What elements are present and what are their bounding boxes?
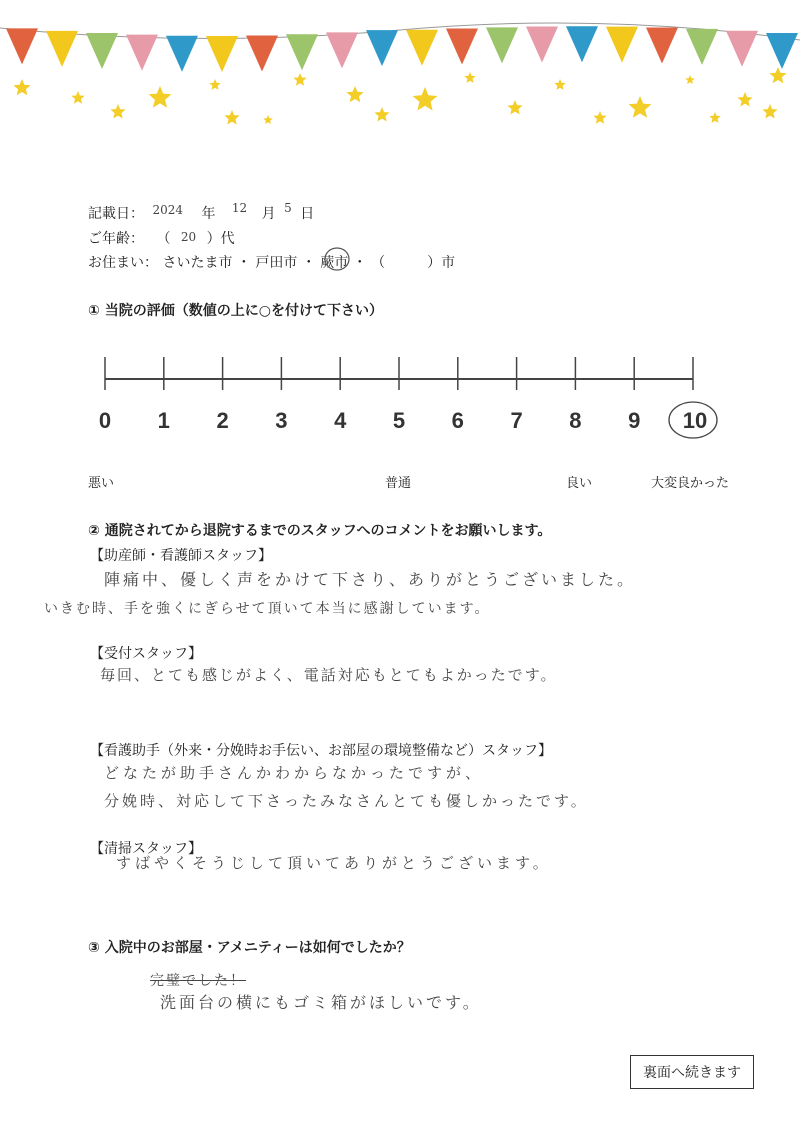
star-decoration bbox=[685, 75, 695, 84]
pennant-flag bbox=[486, 27, 518, 63]
scale-tick-label: 9 bbox=[628, 408, 641, 433]
star-decoration bbox=[374, 107, 389, 122]
date-month-value: 12 bbox=[231, 201, 248, 215]
age-row bbox=[88, 228, 235, 248]
cleaning-label: 【清掃スタッフ】 bbox=[90, 841, 202, 857]
pennant-flag bbox=[606, 27, 638, 63]
star-decoration bbox=[13, 79, 30, 95]
star-group bbox=[13, 67, 786, 125]
star-decoration bbox=[209, 79, 220, 90]
date-label: 記載日： bbox=[88, 206, 144, 222]
scale-tick-label: 8 bbox=[569, 408, 582, 433]
pennant-flag bbox=[566, 26, 598, 62]
pennant-flag bbox=[446, 28, 478, 64]
star-decoration bbox=[554, 79, 565, 90]
section3-heading: ③ 入院中のお部屋・アメニティーは如何でしたか？ bbox=[88, 940, 411, 956]
star-decoration bbox=[346, 86, 363, 102]
pennant-flag bbox=[526, 27, 558, 63]
star-decoration bbox=[593, 111, 606, 124]
pennant-flag bbox=[206, 36, 238, 72]
pennant-flag bbox=[766, 33, 798, 69]
scale-tick-label: 5 bbox=[392, 408, 406, 433]
residence-circle-mark bbox=[318, 244, 358, 274]
scale-label-good: 良い bbox=[566, 476, 593, 491]
star-decoration bbox=[464, 72, 475, 83]
assistant-label: 【看護助手（外来・分娩時お手伝い、お部屋の環境整備など）スタッフ】 bbox=[90, 743, 552, 759]
star-decoration bbox=[263, 115, 273, 124]
pennant-flag bbox=[646, 27, 678, 63]
age-close: ）代 bbox=[206, 231, 235, 247]
pennant-flag bbox=[246, 35, 278, 71]
pennant-flag bbox=[166, 36, 198, 72]
amenity-comment: 洗面台の横にもゴミ箱がほしいです。 bbox=[160, 993, 482, 1012]
midwife-comment-line1: 陣痛中、優しく声をかけて下さり、ありがとうございました。 bbox=[104, 570, 637, 589]
section2-heading: ② 通院されてから退院するまでのスタッフへのコメントをお願いします。 bbox=[88, 523, 552, 539]
star-decoration bbox=[110, 104, 125, 119]
section1-heading: ① 当院の評価（数値の上に○を付けて下さい） bbox=[88, 303, 383, 319]
midwife-label: 【助産師・看護師スタッフ】 bbox=[90, 548, 272, 564]
rating-scale bbox=[90, 350, 730, 450]
scale-tick-label: 7 bbox=[510, 408, 523, 433]
assistant-comment-line2: 分娩時、対応して下さったみなさんとても優しかったです。 bbox=[104, 792, 589, 810]
star-decoration bbox=[293, 73, 306, 86]
residence-label: お住まい： bbox=[88, 255, 158, 271]
star-decoration bbox=[769, 67, 786, 83]
scale-tick-label: 0 bbox=[98, 408, 112, 433]
scale-tick-label: 4 bbox=[334, 408, 347, 433]
star-decoration bbox=[629, 96, 652, 118]
scale-label-great: 大変良かった bbox=[651, 476, 730, 491]
scale-label-normal: 普通 bbox=[385, 476, 412, 491]
residence-options: さいたま市 ・ 戸田市 ・ 蕨市 ・ （ ）市 bbox=[162, 255, 456, 271]
date-month-unit: 月 bbox=[261, 206, 276, 222]
star-decoration bbox=[71, 91, 84, 104]
bunting-banner bbox=[0, 0, 800, 140]
pennant-flag bbox=[46, 31, 78, 67]
scale-tick-label: 1 bbox=[157, 408, 170, 433]
scale-tick-label: 2 bbox=[216, 408, 229, 433]
star-decoration bbox=[224, 110, 239, 125]
pennant-group bbox=[6, 26, 798, 72]
age-value: 20 bbox=[180, 230, 197, 244]
pennant-flag bbox=[726, 31, 758, 67]
pennant-flag bbox=[286, 34, 318, 70]
pennant-flag bbox=[6, 28, 38, 64]
age-label: ご年齢： bbox=[88, 231, 144, 247]
pennant-flag bbox=[126, 35, 158, 71]
star-decoration bbox=[709, 112, 720, 123]
date-day-unit: 日 bbox=[300, 206, 315, 222]
star-decoration bbox=[149, 86, 172, 108]
midwife-comment-line2: いきむ時、手を強くにぎらせて頂いて本当に感謝しています。 bbox=[44, 601, 491, 617]
scale-label-bad: 悪い bbox=[88, 476, 115, 491]
reception-comment: 毎回、とても感じがよく、電話対応もとてもよかったです。 bbox=[100, 666, 558, 684]
date-year-unit: 年 bbox=[201, 206, 216, 222]
continue-on-back-box: 裏面へ続きます bbox=[630, 1055, 754, 1089]
scale-tick-label: 3 bbox=[275, 408, 288, 433]
date-row bbox=[88, 203, 314, 223]
scale-tick-label: 6 bbox=[451, 408, 464, 433]
pennant-flag bbox=[86, 33, 118, 69]
pennant-flag bbox=[366, 30, 398, 66]
date-day-value: 5 bbox=[284, 201, 292, 215]
star-decoration bbox=[507, 100, 522, 115]
pennant-flag bbox=[686, 29, 718, 65]
pennant-flag bbox=[326, 32, 358, 68]
cleaning-comment: すばやくそうじして頂いてありがとうございます。 bbox=[116, 854, 552, 872]
scale-tick-label: 10 bbox=[682, 408, 708, 433]
date-year-value: 2024 bbox=[152, 203, 183, 217]
star-decoration bbox=[737, 92, 752, 107]
age-open: （ bbox=[156, 231, 171, 247]
amenity-comment-struck: 完璧でした！ bbox=[150, 973, 246, 989]
assistant-comment-line1: どなたが助手さんかわからなかったですが、 bbox=[104, 764, 485, 782]
star-decoration bbox=[413, 87, 438, 111]
reception-label: 【受付スタッフ】 bbox=[90, 646, 202, 662]
residence-row bbox=[88, 252, 455, 272]
star-decoration bbox=[762, 104, 777, 119]
scale-ticks bbox=[105, 357, 693, 390]
pennant-flag bbox=[406, 30, 438, 66]
